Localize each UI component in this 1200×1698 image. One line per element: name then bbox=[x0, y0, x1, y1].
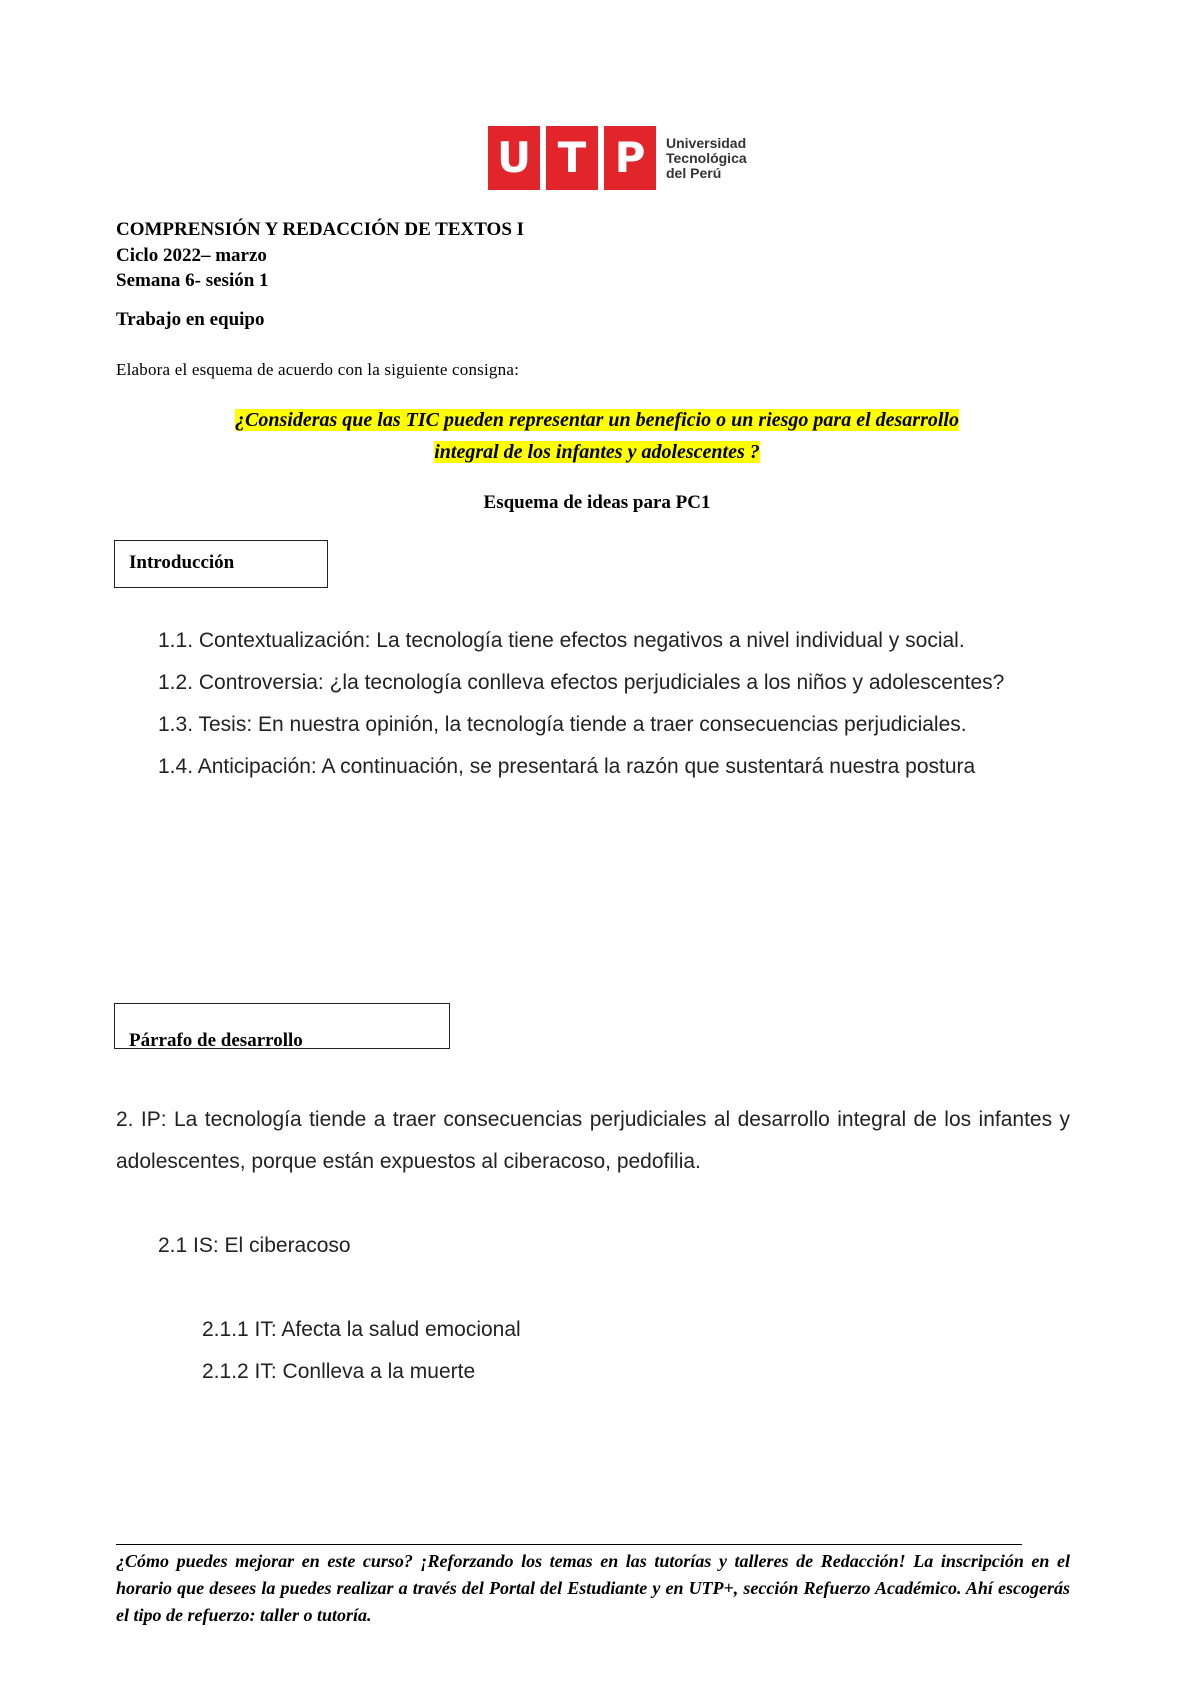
logo-text-line: Universidad bbox=[666, 135, 747, 151]
scheme-title: Esquema de ideas para PC1 bbox=[483, 492, 711, 513]
logo-letter-u: U bbox=[488, 126, 540, 190]
logo-text-line: del Perú bbox=[666, 165, 722, 181]
list-item: 1.4. Anticipación: A continuación, se presentará la razón que sustentará nuestra postura bbox=[158, 755, 976, 778]
logo-text bbox=[666, 136, 747, 181]
list-item: 2.1.2 IT: Conlleva a la muerte bbox=[202, 1360, 476, 1383]
list-item: 1.3. Tesis: En nuestra opinión, la tecnología tiende a traer consecuencias perjudiciales. bbox=[158, 713, 967, 736]
instruction-text: Elabora el esquema de acuerdo con la siguiente consigna: bbox=[116, 360, 519, 379]
guiding-question bbox=[116, 404, 1078, 468]
list-item: 1.1. Contextualización: La tecnología tiene efectos negativos a nivel individual y social. bbox=[158, 629, 965, 652]
cycle-label: Ciclo 2022– marzo bbox=[116, 245, 267, 266]
logo-letter-p: P bbox=[604, 126, 656, 190]
footer-note: ¿Cómo puedes mejorar en este curso? ¡Reforzando los temas en las tutorías y talleres de Redacción! La inscripción en el horario que desees la puedes realizar a través del Portal del Estudiante y en UTP+, sección Refuerzo Académico. Ahí escogerás el tipo de refuerzo: taller o tutoría. bbox=[116, 1551, 1070, 1625]
list-item: 1.2. Controversia: ¿la tecnología conlleva efectos perjudiciales a los niños y adolescentes? bbox=[158, 671, 1005, 694]
logo-letter-t: T bbox=[546, 126, 598, 190]
secondary-idea: 2.1 IS: El ciberacoso bbox=[158, 1234, 351, 1257]
question-line-2: integral de los infantes y adolescentes ? bbox=[434, 441, 760, 463]
intro-list bbox=[158, 620, 1070, 788]
question-line-1: ¿Consideras que las TIC pueden representar un beneficio o un riesgo para el desarrollo bbox=[235, 409, 959, 431]
logo-text-line: Tecnológica bbox=[666, 150, 747, 166]
tertiary-list bbox=[202, 1309, 521, 1393]
footer-divider bbox=[116, 1544, 1022, 1545]
utp-logo bbox=[488, 126, 747, 190]
week-label: Semana 6- sesión 1 bbox=[116, 270, 269, 291]
introduction-label: Introducción bbox=[129, 552, 235, 573]
course-title: COMPRENSIÓN Y REDACCIÓN DE TEXTOS I bbox=[116, 219, 525, 240]
development-label: Párrafo de desarrollo bbox=[129, 1030, 303, 1049]
introduction-box bbox=[114, 540, 328, 588]
work-type-label: Trabajo en equipo bbox=[116, 309, 265, 330]
development-box bbox=[114, 1003, 450, 1049]
main-idea: 2. IP: La tecnología tiende a traer consecuencias perjudiciales al desarrollo integral de los infantes y adolescentes, porque están expuestos al ciberacoso, pedofilia. bbox=[116, 1108, 1070, 1173]
list-item: 2.1.1 IT: Afecta la salud emocional bbox=[202, 1318, 521, 1341]
